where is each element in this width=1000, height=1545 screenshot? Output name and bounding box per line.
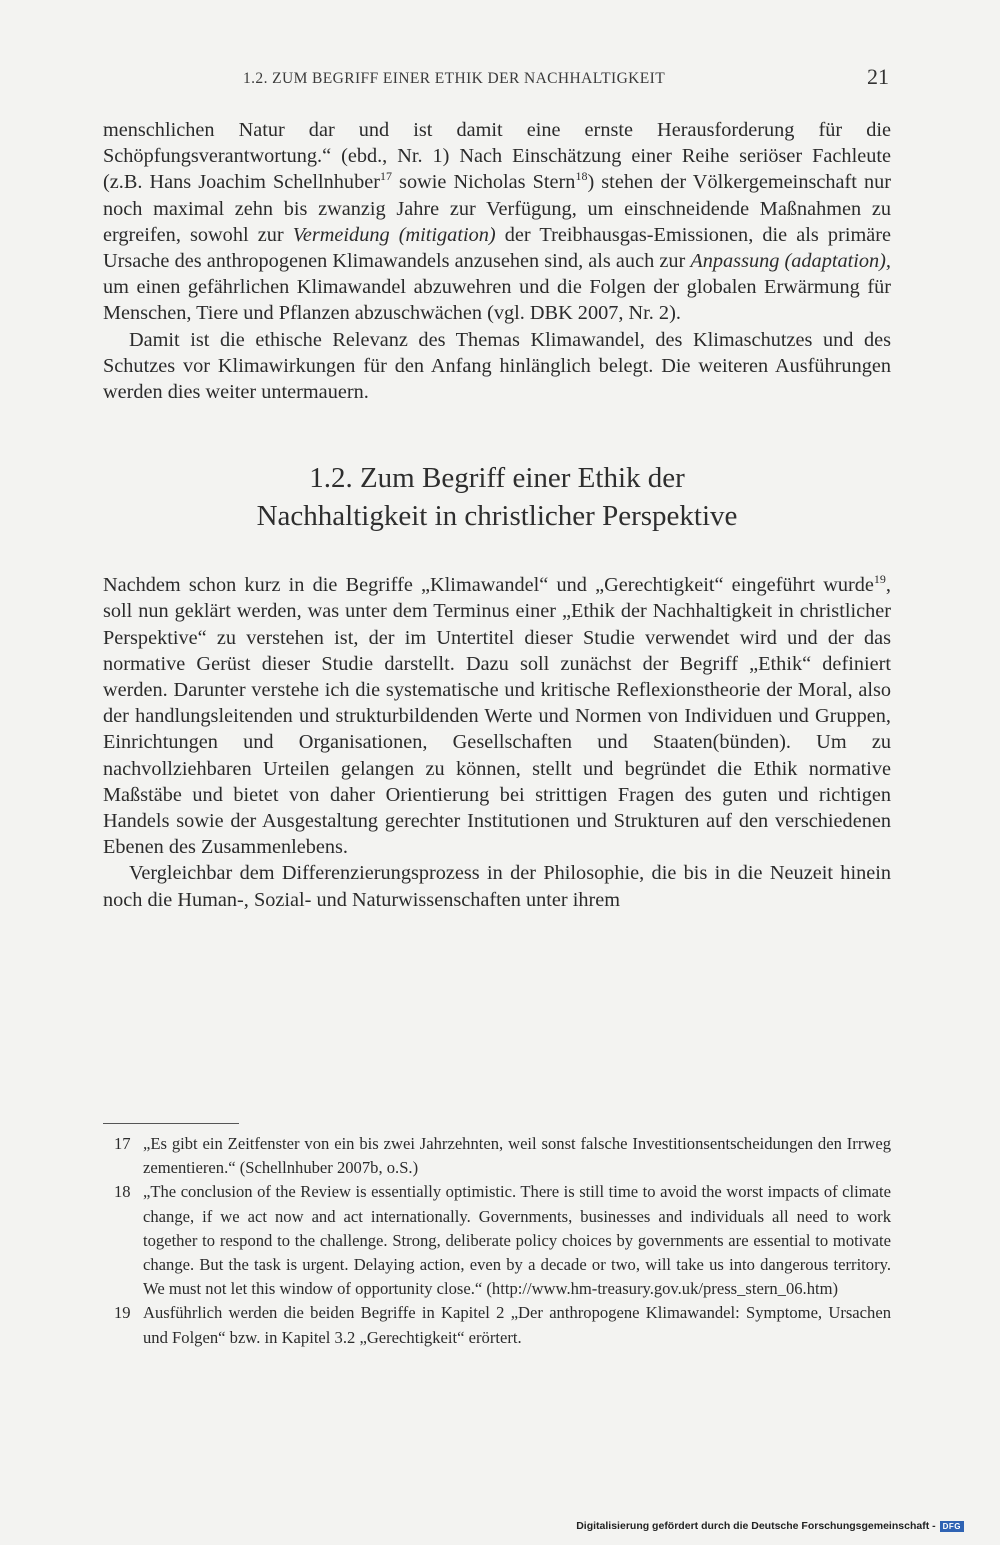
running-head: 1.2. ZUM BEGRIFF EINER ETHIK DER NACHHALTIGKEIT (243, 70, 666, 87)
text-run: ) stehen der Völkergemeinschaft nur noch maximal zehn bis zwanzig Jahre zur Verfügung, um einschneidende Maßnahmen zu ergreifen, sowohl zur (103, 171, 891, 246)
footnote-text: „Es gibt ein Zeitfenster von ein bis zwei Jahrzehnten, weil sonst falsche Investitionsentscheidungen den Irrweg zementieren.“ (Schellnhuber 2007b, o.S.) (143, 1134, 891, 1178)
section-heading (103, 459, 891, 535)
footnotes (103, 1132, 891, 1350)
emphasis-adaptation: Anpassung (adaptation), (690, 250, 891, 273)
footnote-ref-17: 17 (379, 169, 392, 184)
footnote-ref-18: 18 (575, 169, 588, 184)
digitization-credit (576, 1520, 964, 1532)
page-body (103, 117, 891, 913)
footnote (103, 1180, 891, 1301)
footnote-text: Ausführlich werden die beiden Begriffe in Kapitel 2 „Der anthropogene Klimawandel: Symptome, Ursachen und Folgen“ bzw. in Kapitel 3.2 „Gerechtigkeit“ erörtert. (143, 1303, 891, 1347)
page-header (103, 64, 889, 94)
emphasis-mitigation: Vermeidung (mitigation) (292, 223, 496, 246)
text-run: , soll nun geklärt werden, was unter dem Terminus einer „Ethik der Nachhaltigkeit in christlicher Perspektive“ zu verstehen ist, der im Untertitel dieser Studie verwendet wird und der das normative Gerüst dieser Studie darstellt. Dazu soll zunächst der Begriff „Ethik“ definiert werden. Darunter verstehe ich die systematische und kritische Reflexionstheorie der Moral, also der handlungsleitenden und strukturbildenden Werte und Normen von Individuen und Gruppen, Einrichtungen und Organisationen, Gesellschaften und Staaten(bünden). Um zu nachvollziehbaren Urteilen gelangen zu können, stellt und begründet die Ethik normative Maßstäbe und bietet von daher Orientierung bei strittigen Fragen des guten und richtigen Handels sowie der Ausgestaltung gerechter Institutionen und Strukturen auf den verschiedenen Ebenen des Zusammenlebens. (103, 574, 891, 859)
heading-line: Nachhaltigkeit in christlicher Perspektive (256, 500, 738, 533)
text-run: menschlichen Natur dar und ist damit eine ernste Herausforderung für die Schöpfungsverantwortung.“ (ebd., Nr. 1) Nach Einschätzung einer Reihe seriöser Fachleute (z.B. Hans Joachim Schellnhuber (103, 119, 891, 194)
paragraph (103, 572, 891, 860)
heading-line: 1.2. Zum Begriff einer Ethik der (309, 462, 685, 495)
footnote (103, 1132, 891, 1180)
paragraph: Vergleichbar dem Differenzierungsprozess in der Philosophie, die bis in die Neuzeit hinein noch die Human-, Sozial- und Naturwissenschaften unter ihrem (103, 862, 891, 911)
footnote-number: 18 (114, 1182, 131, 1202)
footnote-ref-19: 19 (873, 572, 886, 587)
footnote-number: 17 (114, 1134, 131, 1153)
footnote-separator (103, 1123, 239, 1124)
text-run: der Treibhausgas-Emissionen, die als primäre Ursache des anthropogenen Klimawandels anzusehen sind, als auch zur (103, 223, 891, 273)
footnote (103, 1301, 891, 1349)
paragraph-continued (103, 117, 891, 327)
credit-text: Digitalisierung gefördert durch die Deutsche Forschungsgemeinschaft - (576, 1520, 936, 1532)
text-run: sowie Nicholas Stern (391, 171, 576, 194)
text-run: Nachdem schon kurz in die Begriffe „Klimawandel“ und „Gerechtigkeit“ eingeführt wurde (103, 574, 874, 597)
page-number: 21 (867, 64, 889, 89)
text-run: um einen gefährlichen Klimawandel abzuwehren und die Folgen der globalen Erwärmung für Menschen, Tiere und Pflanzen abzuschwächen (vgl. DBK 2007, Nr. 2). (103, 276, 891, 325)
dfg-logo: DFG (940, 1521, 964, 1532)
footnote-number: 19 (114, 1303, 131, 1323)
footnote-text: „The conclusion of the Review is essentially optimistic. There is still time to avoid the worst impacts of climate change, if we act now and act internationally. Governments, businesses and individuals all need to work together to respond to the challenge. Strong, deliberate policy choices by governments are essential to motivate change. But the task is urgent. Delaying action, even by a decade or two, will take us into dangerous territory. We must not let this window of opportunity close.“ (http://www.hm-treasury.gov.uk/press_stern_06.htm) (143, 1182, 891, 1299)
paragraph: Damit ist die ethische Relevanz des Themas Klimawandel, des Klimaschutzes und des Schutzes vor Klimawirkungen für den Anfang hinlänglich belegt. Die weiteren Ausführungen werden dies weiter untermauern. (103, 328, 891, 404)
